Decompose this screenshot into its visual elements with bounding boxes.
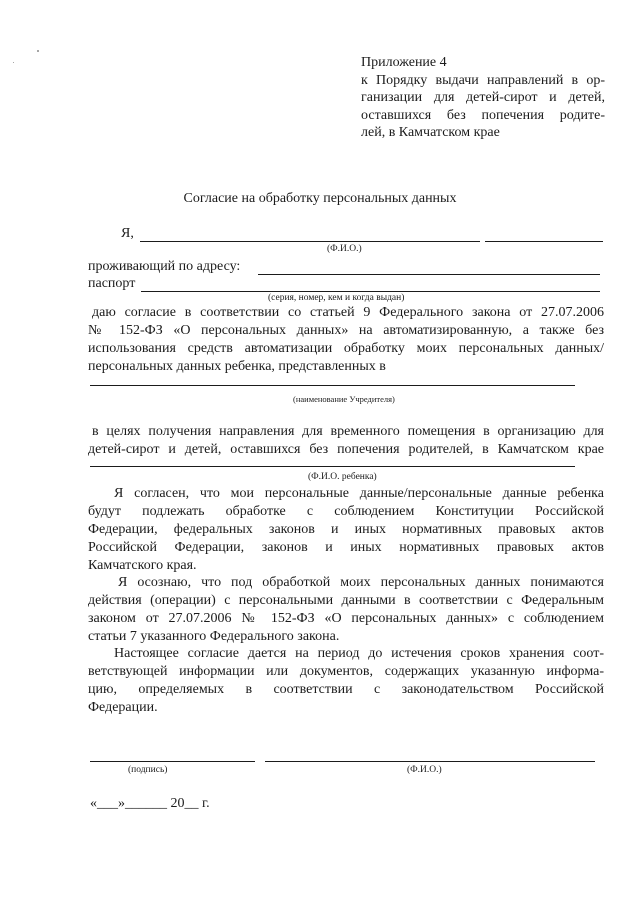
paragraph-line: использования средств автоматизации обработку моих персональных данных/ [88, 341, 604, 356]
purpose-paragraph [88, 423, 604, 459]
appendix-line: к Порядку выдачи направлений в ор- [361, 72, 605, 88]
appendix-header [361, 54, 605, 142]
paragraph-line: детей-сирот и детей, оставшихся без попечения родителей, в Камчатском крае [88, 442, 604, 457]
paragraph-line: действия (операции) с персональными данными в соответствии с Федеральным [88, 593, 604, 608]
date-open-quote: « [90, 796, 97, 811]
scan-speck [37, 50, 39, 52]
date-close-quote: » [118, 796, 125, 811]
child-fio-caption: (Ф.И.О. ребенка) [308, 472, 377, 482]
date-suffix: г. [202, 796, 210, 811]
paragraph-line: в целях получения направления для временного помещения в организацию для [92, 424, 604, 439]
fio-caption: (Ф.И.О.) [327, 244, 362, 254]
date-year-blank[interactable]: __ [184, 796, 199, 811]
appendix-line: лей, в Камчатском крае [361, 125, 500, 140]
institution-line[interactable] [90, 385, 575, 386]
appendix-number: Приложение 4 [361, 55, 447, 70]
i-label: Я, [121, 226, 134, 241]
address-label: проживающий по адресу: [88, 259, 241, 274]
paragraph-line: № 152-ФЗ «О персональных данных» на автоматизированную, а также без [88, 323, 604, 338]
paragraph-line: законом от 27.07.2006 № 152-ФЗ «О персональных данных» с соблюдением [88, 611, 604, 626]
document-title: Согласие на обработку персональных данных [183, 191, 457, 206]
paragraph-line: будут подлежать обработке с соблюдением Конституции Российской [88, 504, 604, 519]
institution-caption: (наименование Учредителя) [293, 394, 395, 404]
appendix-line: оставшихся без попечения родите- [361, 107, 605, 123]
signature-caption: (подпись) [128, 765, 168, 775]
period-paragraph [88, 645, 604, 717]
paragraph-line: Федерации, федеральных законов и иных нормативных правовых актов [88, 522, 604, 537]
paragraph-line: статьи 7 указанного Федерального закона. [88, 629, 340, 644]
fio-line[interactable] [140, 241, 480, 242]
paragraph-line: Настоящее согласие дается на период до истечения сроков хранения соот- [114, 646, 604, 661]
paragraph-line: персональных данных ребенка, представленных в [88, 359, 386, 374]
date-year-prefix: 20 [170, 796, 185, 811]
passport-label: паспорт [88, 276, 136, 291]
signature-fio-caption: (Ф.И.О.) [407, 765, 442, 775]
paragraph-line: Российской Федерации, законов и иных нормативных правовых актов [88, 540, 604, 555]
date-line[interactable] [90, 796, 210, 812]
fio-line-extension[interactable] [485, 241, 603, 242]
paragraph-line: Камчатского края. [88, 558, 197, 573]
paragraph-line: Федерации. [88, 700, 158, 715]
signature-fio-line[interactable] [265, 761, 595, 762]
paragraph-line: цию, определяемых в соответствии с законодательством Российской [88, 682, 604, 697]
paragraph-line: Я осознаю, что под обработкой моих персональных данных понимаются [118, 575, 604, 590]
paragraph-line: ветствующей информации или документов, содержащих указанную информа- [88, 664, 604, 679]
passport-line[interactable] [141, 291, 600, 292]
date-day-blank[interactable]: ___ [97, 796, 118, 811]
passport-caption: (серия, номер, кем и когда выдан) [268, 293, 405, 303]
scan-speck [13, 62, 14, 63]
agree-paragraph [88, 485, 604, 575]
address-line[interactable] [258, 274, 600, 275]
signature-line[interactable] [90, 761, 255, 762]
paragraph-line: Я согласен, что мои персональные данные/персональные данные ребенка [114, 486, 604, 501]
appendix-line: ганизации для детей-сирот и детей, [361, 90, 605, 105]
aware-paragraph [88, 574, 604, 646]
date-month-blank[interactable]: ______ [125, 796, 167, 811]
consent-paragraph [88, 304, 604, 376]
child-fio-line[interactable] [90, 466, 575, 467]
paragraph-line: даю согласие в соответствии со статьей 9 Федерального закона от 27.07.2006 [92, 305, 604, 320]
